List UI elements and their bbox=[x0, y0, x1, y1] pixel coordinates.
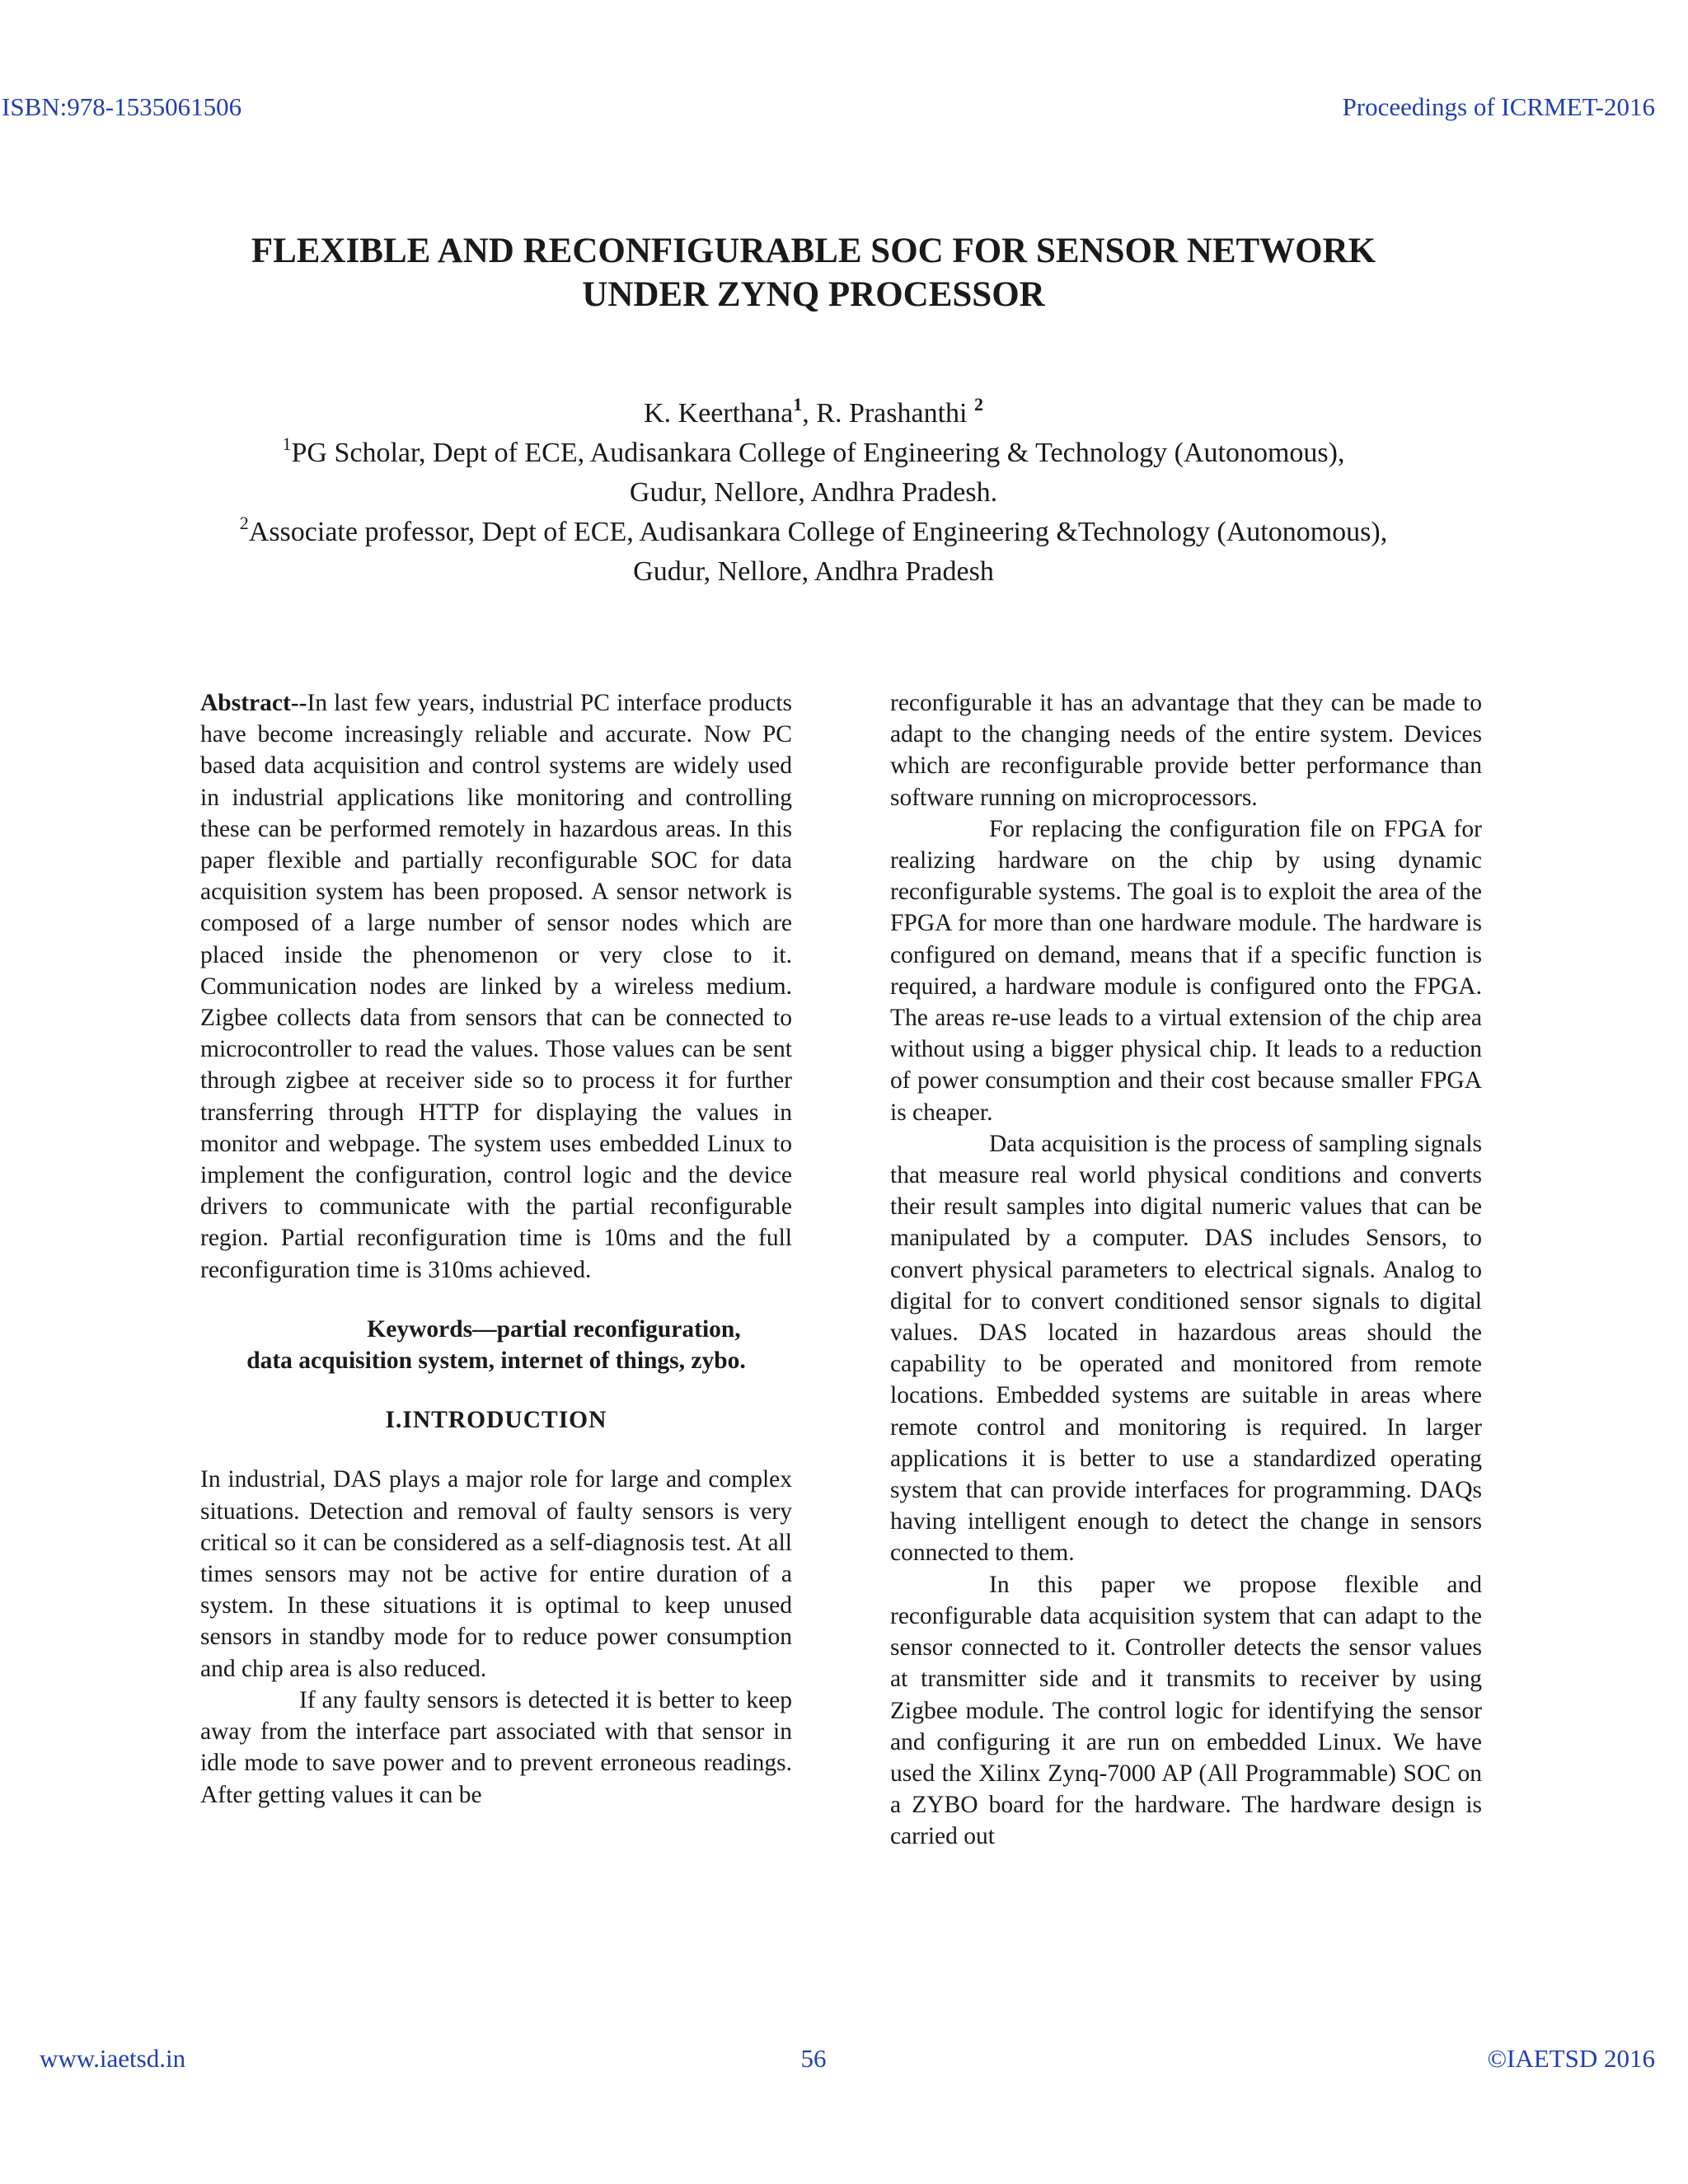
abstract-paragraph bbox=[200, 687, 792, 1286]
abstract-label: Abstract-- bbox=[200, 690, 307, 716]
title-line-2: UNDER ZYNQ PROCESSOR bbox=[582, 275, 1045, 314]
author-1-sup: 1 bbox=[793, 393, 803, 415]
aff-1-line-1: PG Scholar, Dept of ECE, Audisankara College of Engineering & Technology (Autonomous), bbox=[291, 438, 1345, 468]
header-isbn: ISBN:978-1535061506 bbox=[2, 92, 242, 121]
author-block bbox=[165, 394, 1462, 592]
affiliation-1 bbox=[165, 434, 1462, 473]
title-line-1: FLEXIBLE AND RECONFIGURABLE SOC FOR SENSOR NETWORK bbox=[251, 232, 1376, 270]
aff-1-sup: 1 bbox=[282, 433, 292, 454]
aff-2-line-1: Associate professor, Dept of ECE, Audisankara College of Engineering &Technology (Autonomous), bbox=[248, 517, 1388, 547]
footer-page-number: 56 bbox=[800, 2044, 827, 2073]
affiliation-2 bbox=[165, 513, 1462, 552]
aff-2-line-2: Gudur, Nellore, Andhra Pradesh bbox=[633, 556, 994, 587]
right-paragraph-3: Data acquisition is the process of sampling signals that measure real world physical conditions and converts their result samples into digital numeric values that can be manipulated by a computer. DAS includes Sensors, to convert physical parameters to electrical signals. Analog to digital for to convert conditioned sensor signals to digital values. DAS located in hazardous areas should the capability to be operated and monitored from remote locations. Embedded systems are suitable in areas where remote control and monitoring is required. In larger applications it is better to use a standardized operating system that can provide interfaces for programming. DAQs having intelligent enough to detect the change in sensors connected to them. bbox=[890, 1130, 1482, 1567]
right-column bbox=[890, 687, 1482, 1853]
author-sep: , bbox=[802, 398, 817, 429]
abstract-text: In last few years, industrial PC interface products have become increasingly reliable and accurate. Now PC based data acquisition and control systems are widely used in industrial applications like monitoring and controlling these can be performed remotely in hazardous areas. In this paper flexible and partially reconfigurable SOC for data acquisition system has been proposed. A sensor network is composed of a large number of sensor nodes which are placed inside the phenomenon or very close to it. Communication nodes are linked by a wireless medium. Zigbee collects data from sensors that can be connected to microcontroller to read the values. Those values can be sent through zigbee at receiver side so to process it for further transferring through HTTP for displaying the values in monitor and webpage. The system uses embedded Linux to implement the configuration, control logic and the device drivers to communicate with the partial reconfigurable region. Partial reconfiguration time is 10ms and the full reconfiguration time is 310ms achieved. bbox=[200, 690, 792, 1283]
author-names bbox=[165, 394, 1462, 434]
author-1: K. Keerthana bbox=[644, 398, 794, 429]
footer-copyright: ©IAETSD 2016 bbox=[1487, 2044, 1655, 2073]
author-2-sup: 2 bbox=[973, 393, 983, 415]
left-column bbox=[200, 687, 792, 1811]
intro-paragraph-2: If any faulty sensors is detected it is better to keep away from the interface part associated with that sensor in idle mode to save power and to prevent erroneous readings. After getting values it can be bbox=[200, 1686, 792, 1808]
right-paragraph-1: reconfigurable it has an advantage that they can be made to adapt to the changing needs of the entire system. Devices which are reconfigurable provide better performance than software running on microprocessors. bbox=[890, 690, 1482, 811]
keywords bbox=[200, 1314, 792, 1376]
keywords-line-1: Keywords—partial reconfiguration, bbox=[367, 1315, 741, 1343]
paper-title bbox=[165, 229, 1462, 316]
intro-paragraph-1: In industrial, DAS plays a major role for large and complex situations. Detection and removal of faulty sensors is very critical so it can be considered as a self-diagnosis test. At all times sensors may not be active for entire duration of a system. In these situations it is optimal to keep unused sensors in standby mode for to reduce power consumption and chip area is also reduced. bbox=[200, 1466, 792, 1682]
right-paragraph-4: In this paper we propose flexible and reconfigurable data acquisition system that can adapt to the sensor connected to it. Controller detects the sensor values at transmitter side and it transmits to receiver by using Zigbee module. The control logic for identifying the sensor and configuring it are run on embedded Linux. We have used the Xilinx Zynq-7000 AP (All Programmable) SOC on a ZYBO board for the hardware. The hardware design is carried out bbox=[890, 1571, 1482, 1850]
keywords-line-2: data acquisition system, internet of things, zybo. bbox=[246, 1347, 746, 1375]
right-paragraph-2: For replacing the configuration file on FPGA for realizing hardware on the chip by using dynamic reconfigurable systems. The goal is to exploit the area of the FPGA for more than one hardware module. The hardware is configured on demand, means that if a specific function is required, a hardware module is configured onto the FPGA. The areas re-use leads to a virtual extension of the chip area without using a bigger physical chip. It leads to a reduction of power consumption and their cost because smaller FPGA is cheaper. bbox=[890, 815, 1482, 1126]
aff-2-sup: 2 bbox=[239, 512, 249, 533]
author-2: R. Prashanthi bbox=[816, 398, 974, 429]
aff-1-line-2: Gudur, Nellore, Andhra Pradesh. bbox=[629, 477, 998, 508]
footer-website[interactable]: www.iaetsd.in bbox=[40, 2044, 186, 2073]
header-proceedings: Proceedings of ICRMET-2016 bbox=[1342, 92, 1655, 121]
section-heading-introduction: I.INTRODUCTION bbox=[385, 1407, 607, 1434]
